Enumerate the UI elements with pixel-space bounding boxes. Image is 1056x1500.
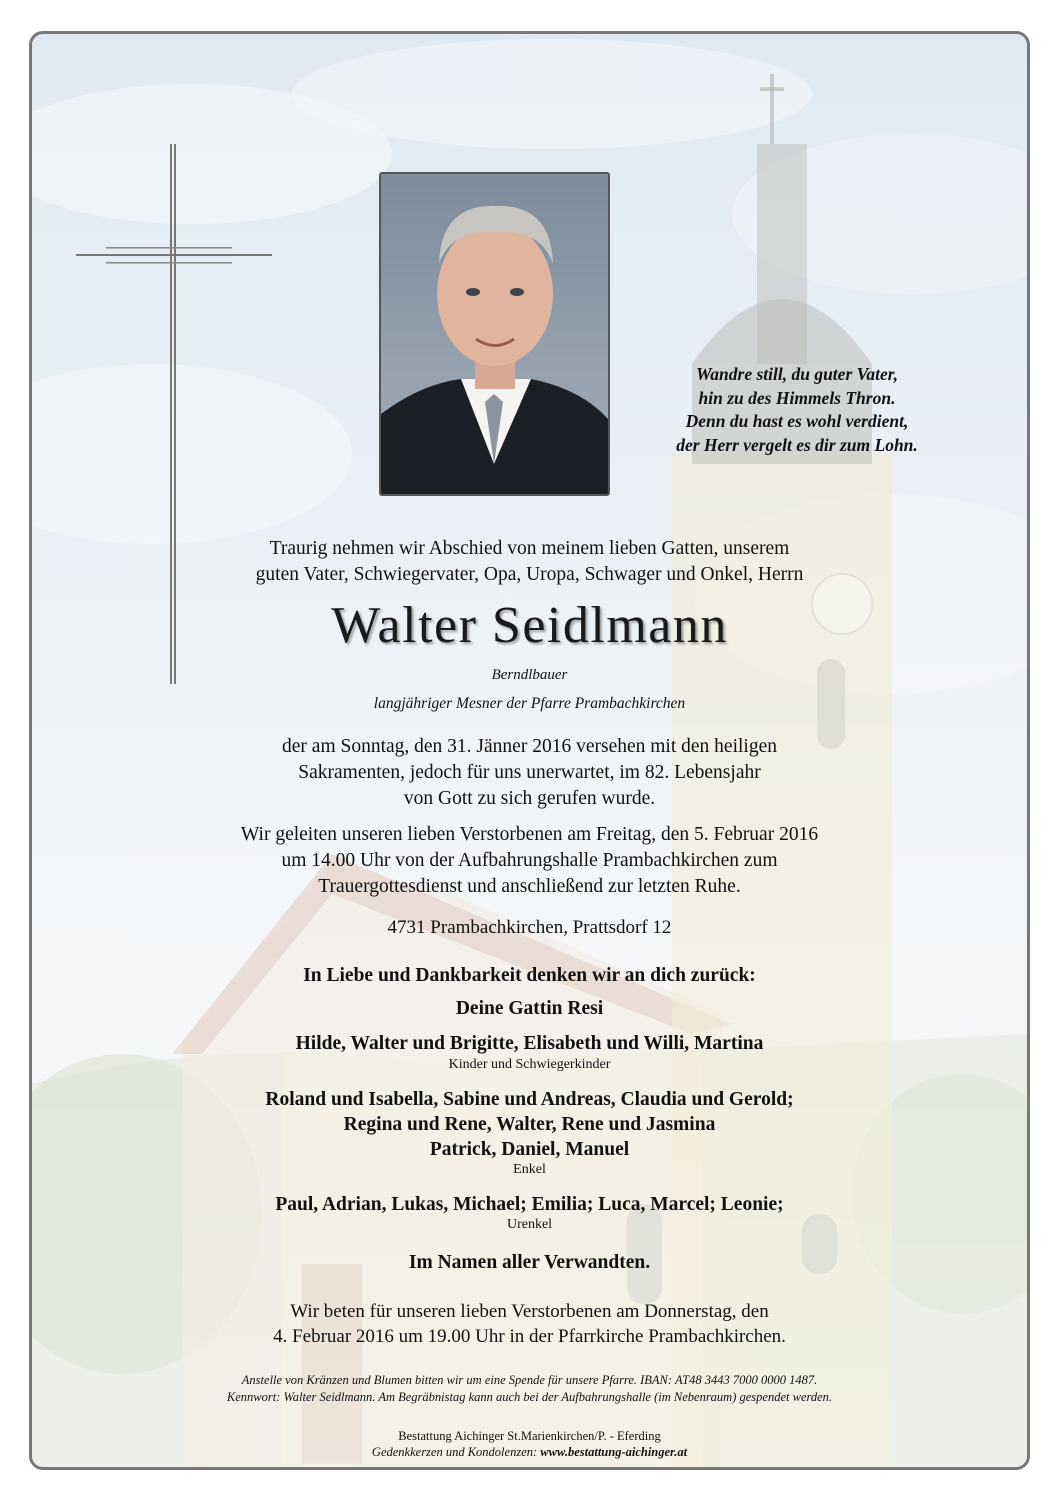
deceased-role: langjähriger Mesner der Pfarre Prambachkirchen (373, 695, 686, 712)
deceased-name: Walter Seidlmann (331, 597, 728, 654)
funeral-notice (32, 822, 1027, 900)
portrait-image (381, 174, 608, 494)
obituary-card (29, 31, 1030, 1470)
intro-line: guten Vater, Schwiegervater, Opa, Uropa, Schwager und Onkel, Herrn (255, 564, 804, 585)
death-notice-line: von Gott zu sich gerufen wurde. (403, 788, 656, 809)
intro-line: Traurig nehmen wir Abschied von meinem lieben Gatten, unserem (269, 538, 790, 559)
death-notice (32, 734, 1027, 812)
portrait-photo (379, 172, 610, 496)
website-link[interactable]: www.bestattung-aichinger.at (540, 1445, 688, 1459)
great-grandchildren-label: Urenkel (506, 1217, 553, 1232)
grandchildren-line: Regina und Rene, Walter, Rene und Jasmina (343, 1114, 716, 1135)
mourners-grandchildren (32, 1087, 1027, 1162)
donation-note-line: Kennwort: Walter Seidlmann. Am Begräbnistag kann auch bei der Aufbahrungshalle (im Nebenraum) gespendet werden. (226, 1390, 833, 1404)
funeral-notice-line: Wir geleiten unseren lieben Verstorbenen am Freitag, den 5. Februar 2016 (240, 824, 819, 845)
grandchildren-line: Patrick, Daniel, Manuel (429, 1139, 630, 1160)
mourners-wife: Deine Gattin Resi (455, 998, 604, 1019)
donation-note (32, 1372, 1027, 1406)
poem-line: Denn du hast es wohl verdient, (685, 411, 909, 431)
deceased-nickname: Berndlbauer (491, 667, 568, 683)
mourners-heading: In Liebe und Dankbarkeit denken wir an dich zurück: (303, 965, 756, 986)
poem-line: der Herr vergelt es dir zum Lohn. (676, 434, 918, 455)
poem-line: hin zu des Himmels Thron. (698, 387, 896, 408)
relatives-line: Im Namen aller Verwandten. (408, 1252, 651, 1273)
children-label: Kinder und Schwiegerkinder (448, 1057, 611, 1072)
prayer-line: 4. Februar 2016 um 19.00 Uhr in der Pfarrkirche Prambachkirchen. (273, 1326, 786, 1347)
undertaker-name: Bestattung Aichinger St.Marienkirchen/P. - Eferding (398, 1429, 661, 1443)
funeral-notice-line: Trauergottesdienst und anschließend zur letzten Ruhe. (318, 876, 741, 897)
prayer-notice (32, 1299, 1027, 1349)
death-notice-line: der am Sonntag, den 31. Jänner 2016 versehen mit den heiligen (282, 736, 777, 757)
condolence-info (32, 1444, 1027, 1460)
prayer-line: Wir beten für unseren lieben Verstorbenen am Donnerstag, den (290, 1301, 769, 1322)
mourners-great-grandchildren: Paul, Adrian, Lukas, Michael; Emilia; Luca, Marcel; Leonie; (275, 1194, 784, 1215)
grandchildren-label: Enkel (513, 1162, 546, 1177)
grandchildren-line: Roland und Isabella, Sabine und Andreas, Claudia und Gerold; (265, 1089, 794, 1110)
memorial-poem (607, 363, 987, 457)
mourners-children: Hilde, Walter und Brigitte, Elisabeth und Willi, Martina (295, 1033, 764, 1054)
condolence-label: Gedenkkerzen und Kondolenzen: (371, 1445, 538, 1459)
funeral-notice-line: um 14.00 Uhr von der Aufbahrungshalle Prambachkirchen zum (281, 850, 778, 871)
death-notice-line: Sakramenten, jedoch für uns unerwartet, im 82. Lebensjahr (298, 762, 761, 783)
family-address: 4731 Prambachkirchen, Prattsdorf 12 (387, 917, 672, 938)
intro-text (32, 536, 1027, 588)
poem-line: Wandre still, du guter Vater, (696, 364, 898, 384)
donation-note-line: Anstelle von Kränzen und Blumen bitten wir um eine Spende für unsere Pfarre. IBAN: AT48 3443 7000 0000 1487. (241, 1373, 818, 1387)
